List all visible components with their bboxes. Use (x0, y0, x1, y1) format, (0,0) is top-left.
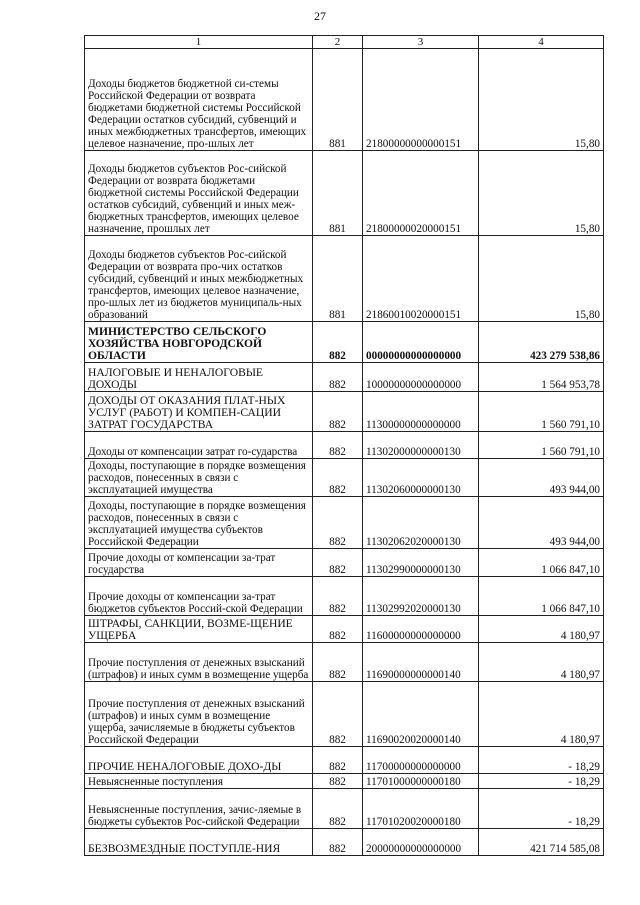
row-budget-code: 21800000020000151 (363, 151, 479, 236)
row-amount: - 18,29 (479, 774, 604, 789)
row-amount: 4 180,97 (479, 682, 604, 747)
row-amount: 1 066 847,10 (479, 549, 604, 577)
row-name: ШТРАФЫ, САНКЦИИ, ВОЗМЕ-ЩЕНИЕ УЩЕРБА (85, 616, 313, 643)
row-budget-code: 11700000000000000 (363, 747, 479, 774)
row-name: МИНИСТЕРСТВО СЕЛЬСКОГО ХОЗЯЙСТВА НОВГОРОДСКОЙ ОБЛАСТИ (85, 322, 313, 363)
row-admin-code: 882 (313, 459, 363, 497)
row-amount: - 18,29 (479, 789, 604, 829)
row-budget-code: 11300000000000000 (363, 392, 479, 432)
row-amount: 1 066 847,10 (479, 577, 604, 616)
row-admin-code: 882 (313, 829, 363, 856)
row-name: Доходы бюджетов субъектов Рос-сийской Федерации от возврата про-чих остатков субсидий, субвенций и иных межбюджетных трансфертов, имеющих целевое назначение, про-шлых лет из бюджетов муниципаль-ных образований (85, 236, 313, 322)
row-budget-code: 11302992020000130 (363, 577, 479, 616)
row-admin-code: 882 (313, 363, 363, 392)
row-amount: 423 279 538,86 (479, 322, 604, 363)
row-admin-code: 881 (313, 236, 363, 322)
row-admin-code: 881 (313, 151, 363, 236)
row-amount: 15,80 (479, 151, 604, 236)
row-amount: 1 560 791,10 (479, 392, 604, 432)
row-budget-code: 10000000000000000 (363, 363, 479, 392)
row-name: Доходы бюджетов бюджетной си-стемы Российской Федерации от возврата бюджетами бюджетной системы Российской Федерации остатков субсидий, субвенций и иных межбюджетных трансфертов, имеющих целевое назначение, про-шлых лет (85, 49, 313, 151)
row-budget-code: 11690000000000140 (363, 643, 479, 682)
header-cell: 2 (313, 36, 363, 49)
row-budget-code: 00000000000000000 (363, 322, 479, 363)
row-amount: 15,80 (479, 236, 604, 322)
row-name: Прочие поступления от денежных взысканий (штрафов) и иных сумм в возмещение ущерба, зачисляемые в бюджеты субъектов Российской Федерации (85, 682, 313, 747)
table-row (85, 747, 604, 774)
row-admin-code: 882 (313, 682, 363, 747)
table-row (85, 577, 604, 616)
row-budget-code: 11302000000000130 (363, 432, 479, 459)
table-row (85, 236, 604, 322)
row-admin-code: 882 (313, 549, 363, 577)
row-budget-code: 11302060000000130 (363, 459, 479, 497)
row-name: Доходы, поступающие в порядке возмещения расходов, понесенных в связи с эксплуатацией имущества (85, 459, 313, 497)
table-row (85, 151, 604, 236)
row-admin-code: 882 (313, 774, 363, 789)
header-cell: 3 (363, 36, 479, 49)
row-budget-code: 20000000000000000 (363, 829, 479, 856)
row-admin-code: 882 (313, 747, 363, 774)
row-admin-code: 882 (313, 432, 363, 459)
table-row (85, 549, 604, 577)
row-budget-code: 11600000000000000 (363, 616, 479, 643)
row-name: ПРОЧИЕ НЕНАЛОГОВЫЕ ДОХО-ДЫ (85, 747, 313, 774)
row-budget-code: 11701020020000180 (363, 789, 479, 829)
row-amount: 4 180,97 (479, 616, 604, 643)
row-amount: 421 714 585,08 (479, 829, 604, 856)
row-name: ДОХОДЫ ОТ ОКАЗАНИЯ ПЛАТ-НЫХ УСЛУГ (РАБОТ) И КОМПЕН-САЦИИ ЗАТРАТ ГОСУДАРСТВА (85, 392, 313, 432)
row-amount: 1 564 953,78 (479, 363, 604, 392)
table-row (85, 616, 604, 643)
row-budget-code: 11302062020000130 (363, 497, 479, 549)
row-admin-code: 882 (313, 497, 363, 549)
row-admin-code: 882 (313, 322, 363, 363)
page-number: 27 (314, 9, 326, 23)
row-amount: 4 180,97 (479, 643, 604, 682)
table-row (85, 774, 604, 789)
table-row (85, 829, 604, 856)
table-row (85, 643, 604, 682)
row-admin-code: 881 (313, 49, 363, 151)
table-row (85, 432, 604, 459)
row-budget-code: 21800000000000151 (363, 49, 479, 151)
row-amount: 15,80 (479, 49, 604, 151)
table-row (85, 363, 604, 392)
table-row (85, 497, 604, 549)
row-name: Прочие поступления от денежных взысканий (штрафов) и иных сумм в возмещение ущерба (85, 643, 313, 682)
row-budget-code: 21860010020000151 (363, 236, 479, 322)
row-admin-code: 882 (313, 789, 363, 829)
header-cell: 4 (479, 36, 604, 49)
row-name: Прочие доходы от компенсации за-трат государства (85, 549, 313, 577)
row-name: Невыясненные поступления (85, 774, 313, 789)
row-name: Доходы от компенсации затрат го-сударства (85, 432, 313, 459)
row-name: Невыясненные поступления, зачис-ляемые в бюджеты субъектов Рос-сийской Федерации (85, 789, 313, 829)
table-row (85, 322, 604, 363)
header-cell: 1 (85, 36, 313, 49)
row-amount: 1 560 791,10 (479, 432, 604, 459)
row-name: Прочие доходы от компенсации за-трат бюджетов субъектов Россий-ской Федерации (85, 577, 313, 616)
row-name: БЕЗВОЗМЕЗДНЫЕ ПОСТУПЛЕ-НИЯ (85, 829, 313, 856)
table-row (85, 459, 604, 497)
row-budget-code: 11302990000000130 (363, 549, 479, 577)
row-name: Доходы бюджетов субъектов Рос-сийской Федерации от возврата бюджетами бюджетной системы Российской Федерации остатков субсидий, субвенций и иных меж-бюджетных трансфертов, имеющих целевое назначение, прошлых лет (85, 151, 313, 236)
row-admin-code: 882 (313, 392, 363, 432)
table-row (85, 789, 604, 829)
table-row (85, 392, 604, 432)
header-row (85, 36, 604, 49)
row-amount: 493 944,00 (479, 497, 604, 549)
row-name: Доходы, поступающие в порядке возмещения расходов, понесенных в связи с эксплуатацией имущества субъектов Российской Федерации (85, 497, 313, 549)
row-admin-code: 882 (313, 643, 363, 682)
row-name: НАЛОГОВЫЕ И НЕНАЛОГОВЫЕ ДОХОДЫ (85, 363, 313, 392)
table-row (85, 682, 604, 747)
row-budget-code: 11701000000000180 (363, 774, 479, 789)
row-amount: 493 944,00 (479, 459, 604, 497)
row-budget-code: 11690020020000140 (363, 682, 479, 747)
table-row (85, 49, 604, 151)
row-amount: - 18,29 (479, 747, 604, 774)
row-admin-code: 882 (313, 577, 363, 616)
budget-table (84, 35, 604, 856)
row-admin-code: 882 (313, 616, 363, 643)
